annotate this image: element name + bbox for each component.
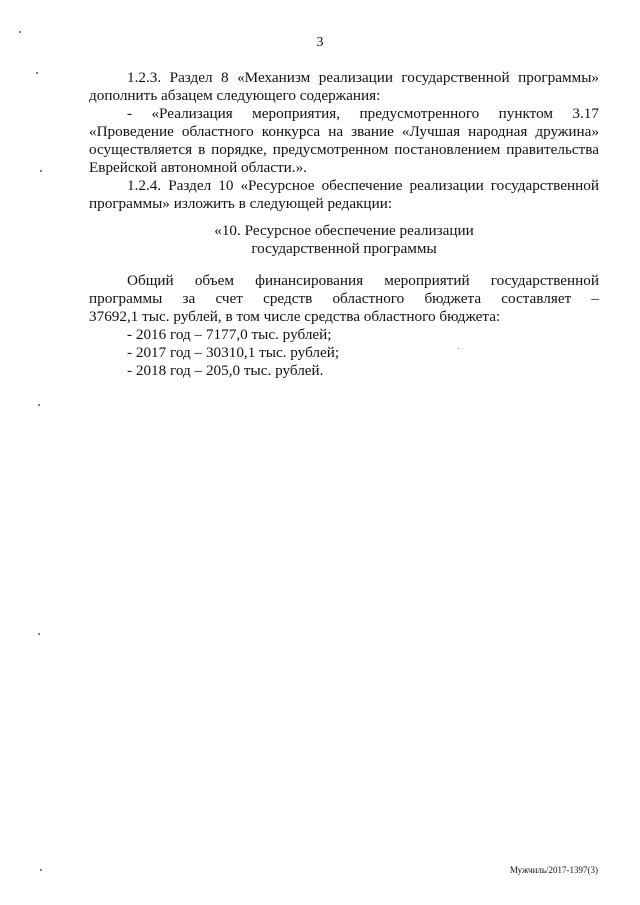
section-1-2-3-line2: дополнить абзацем следующего содержания:	[89, 87, 381, 104]
funding-line3: 37692,1 тыс. рублей, в том числе средства областного бюджета:	[89, 308, 501, 325]
quote-line3: осуществляется в порядке, предусмотренном постановлением правительства	[89, 141, 599, 158]
scan-speck	[458, 348, 459, 349]
funding-item: - 2017 год – 30310,1 тыс. рублей;	[127, 344, 340, 361]
footer-document-code: Мужчиль/2017-1397(3)	[509, 865, 598, 875]
quote-line1: - «Реализация мероприятия, предусмотренного пунктом 3.17	[127, 105, 599, 122]
section-1-2-3	[89, 69, 599, 213]
funding-item: - 2018 год – 205,0 тыс. рублей.	[127, 362, 324, 379]
section-1-2-4-line1: 1.2.4. Раздел 10 «Ресурсное обеспечение реализации государственной	[127, 177, 599, 194]
funding-item: - 2016 год – 7177,0 тыс. рублей;	[127, 326, 332, 343]
scan-speck	[40, 869, 42, 871]
scan-speck	[38, 633, 40, 635]
heading-line1: «10. Ресурсное обеспечение реализации	[214, 222, 474, 239]
quote-line2: «Проведение областного конкурса на звание «Лучшая народная дружина»	[89, 123, 599, 140]
funding-line2: программы за счет средств областного бюджета составляет –	[89, 290, 599, 307]
funding-paragraph	[89, 272, 599, 380]
section-heading	[89, 222, 599, 258]
quote-line4: Еврейской автономной области.».	[89, 159, 307, 176]
scan-speck	[38, 404, 40, 406]
heading-line2: государственной программы	[251, 240, 437, 257]
scan-speck	[40, 170, 42, 172]
section-1-2-3-line1: 1.2.3. Раздел 8 «Механизм реализации государственной программы»	[127, 69, 599, 86]
section-1-2-4-line2: программы» изложить в следующей редакции:	[89, 195, 393, 212]
scan-speck	[19, 31, 21, 33]
scan-speck	[36, 72, 38, 74]
page-number: 3	[316, 35, 324, 50]
funding-line1: Общий объем финансирования мероприятий государственной	[127, 272, 599, 289]
